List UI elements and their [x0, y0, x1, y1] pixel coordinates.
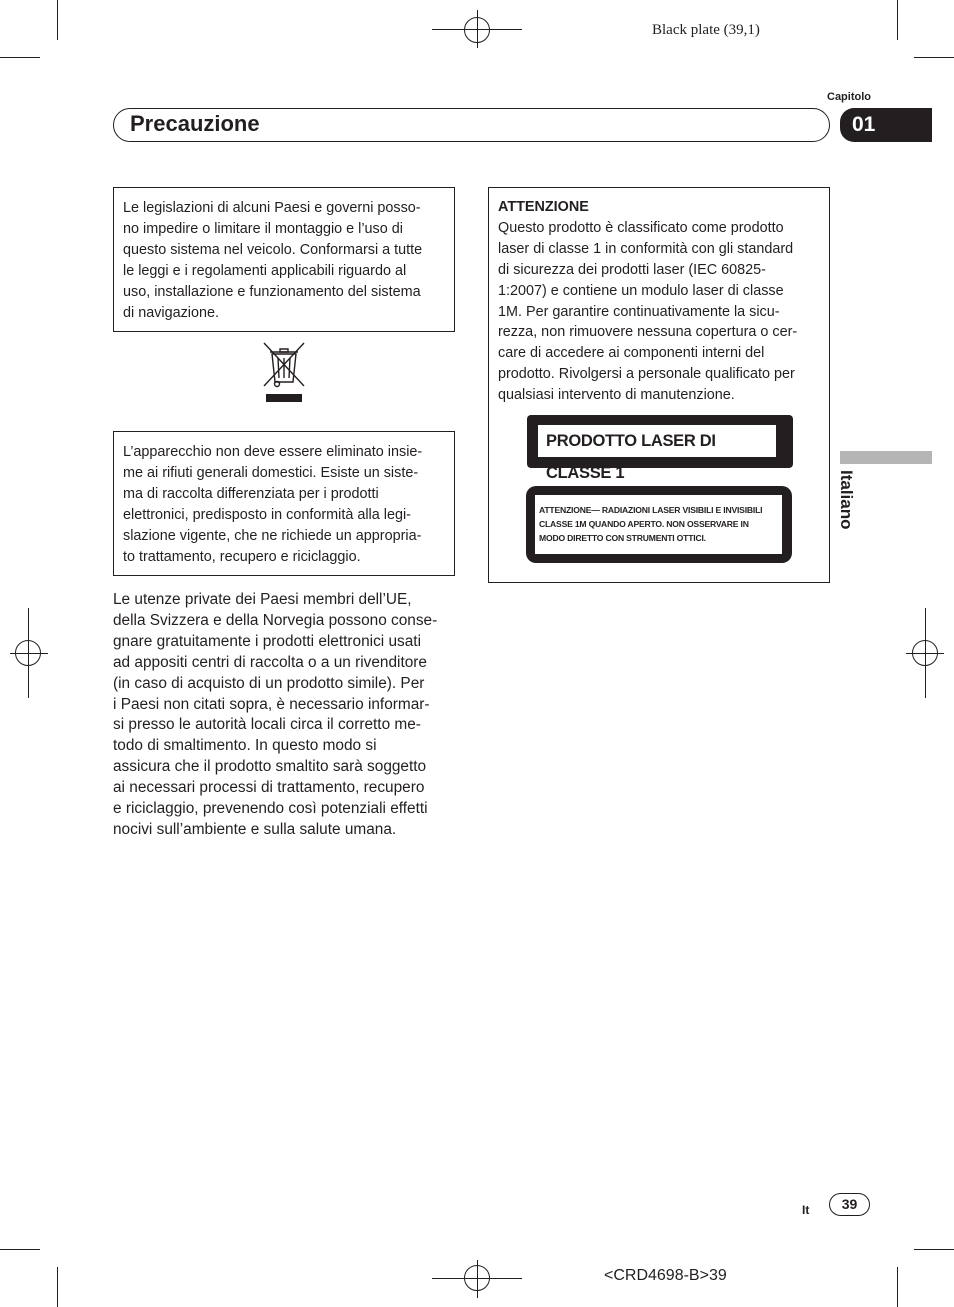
legal-notice-box — [113, 187, 455, 332]
crop-mark — [914, 57, 954, 58]
disposal-notice-text: L’apparecchio non deve essere eliminato insie- me ai rifiuti generali domestici. Esiste un siste- ma di raccolta differenziata per i prodotti elettronici, predisposto in conformità alla legi- slazione vigente, che ne richiede un appropria- to trattamento, recupero e riciclaggio. — [123, 444, 423, 565]
caution-heading: ATTENZIONE — [498, 199, 589, 215]
crop-mark — [914, 1249, 954, 1250]
disposal-notice-box — [113, 431, 455, 576]
laser-warning-label — [526, 486, 792, 563]
laser-class-text: PRODOTTO LASER DI CLASSE 1 — [538, 425, 776, 457]
crop-mark — [0, 1249, 40, 1250]
caution-text: Questo prodotto è classificato come prodotto laser di classe 1 in conformità con gli standard di sicurezza dei prodotti laser (IEC 60825- 1:2007) e contiene un modulo laser di classe 1M. Per garantire continuativamente la sicu- rezza, non rimuovere nessuna copertura o cer- care di accedere ai componenti interni del prodotto. Rivolgersi a personale qualificato per qualsiasi intervento di manutenzione. — [498, 219, 798, 404]
crop-mark — [0, 57, 40, 58]
weee-bin-icon — [262, 340, 306, 404]
crop-mark — [897, 1267, 898, 1307]
chapter-label: Capitolo — [827, 91, 871, 103]
crop-mark — [57, 1267, 58, 1307]
crop-mark — [57, 0, 58, 40]
plate-label: Black plate (39,1) — [652, 22, 760, 38]
language-tab — [840, 451, 932, 464]
crop-mark — [897, 0, 898, 40]
legal-notice-text: Le legislazioni di alcuni Paesi e governi posso- no impedire o limitare il montaggio e l’uso di questo sistema nel veicolo. Conformarsi a tutte le leggi e i regolamenti applicabili riguardo al uso, installazione e funzionamento del sistema di navigazione. — [123, 200, 423, 321]
page-number: 39 — [829, 1193, 870, 1216]
chapter-number: 01 — [840, 108, 932, 142]
language-label: Italiano — [837, 470, 856, 530]
laser-warning-text: ATTENZIONE— RADIAZIONI LASER VISIBILI E INVISIBILI CLASSE 1M QUANDO APERTO. NON OSSERVARE IN MODO DIRETTO CON STRUMENTI OTTICI. — [535, 495, 782, 554]
page-language-code: It — [802, 1203, 810, 1217]
section-title: Precauzione — [130, 111, 260, 136]
laser-class-label — [527, 415, 793, 482]
disposal-paragraph: Le utenze private dei Paesi membri dell’UE, della Svizzera e della Norvegia possono conse- gnare gratuitamente i prodotti elettronici usati ad appositi centri di raccolta o a un rivenditore (in caso di acquisto di un prodotto simile). Per i Paesi non citati sopra, è necessario informar- si presso le autorità locali circa il corretto me- todo di smaltimento. In questo modo si assicura che il prodotto smaltito sarà soggetto ai necessari processi di trattamento, recupero e riciclaggio, prevenendo così potenziali effetti nocivi sull’ambiente e sulla salute umana. — [113, 591, 438, 838]
document-code: <CRD4698-B>39 — [604, 1267, 727, 1284]
